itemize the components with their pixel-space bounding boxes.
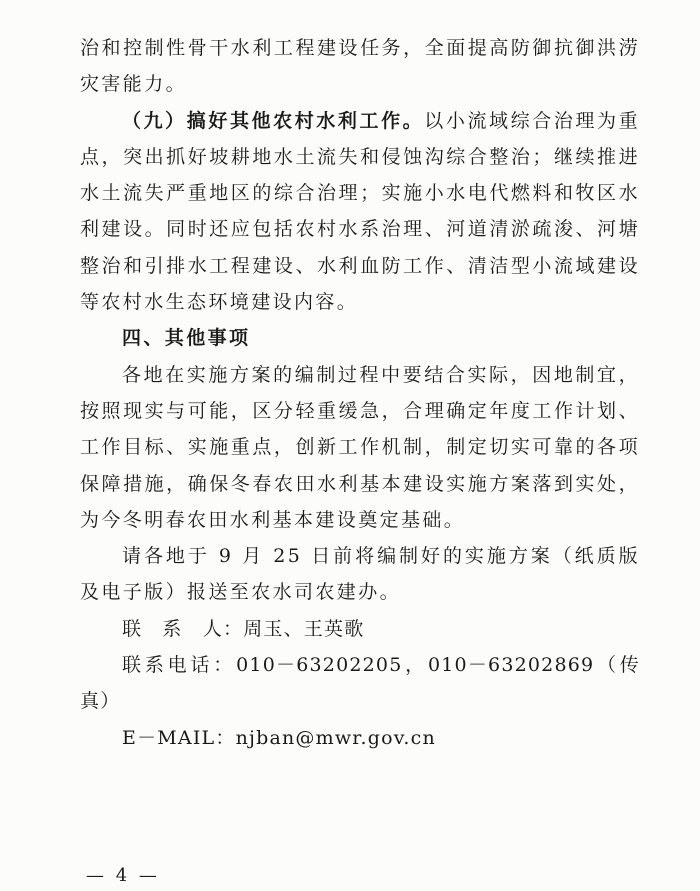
paragraph-item-9 <box>80 103 640 321</box>
section-heading: 四、其他事项 <box>122 327 251 350</box>
page-number: — 4 — <box>86 865 160 886</box>
item-9-heading: （九）搞好其他农村水利工作。 <box>122 109 425 132</box>
contact-phone: 联系电话：010－63202205，010－63202869（传真） <box>80 654 640 713</box>
section-paragraph-submission: 请各地于 9 月 25 日前将编制好的实施方案（纸质版及电子版）报送至农水司农建办。 <box>80 545 640 604</box>
contact-email: E－MAIL：njban@mwr.gov.cn <box>122 726 436 749</box>
item-9-text: 以小流域综合治理为重点，突出抓好坡耕地水土流失和侵蚀沟综合整治；继续推进水土流失严重地区的综合治理；实施小水电代燃料和牧区水利建设。同时还应包括农村水系治理、河道清淤疏浚、河塘整治和引排水工程建设、水利血防工作、清洁型小流域建设等农村水生态环境建设内容。 <box>80 109 640 314</box>
section-paragraph-requirements: 各地在实施方案的编制过程中要结合实际，因地制宜，按照现实与可能，区分轻重缓急，合理确定年度工作计划、工作目标、实施重点，创新工作机制，制定切实可靠的各项保障措施，确保冬春农田水利基本建设实施方案落到实处，为今冬明春农田水利基本建设奠定基础。 <box>80 363 640 531</box>
document-body <box>80 30 640 756</box>
paragraph-continuation: 治和控制性骨干水利工程建设任务，全面提高防御抗御洪涝灾害能力。 <box>80 37 640 96</box>
contact-person: 联 系 人：周玉、王英歌 <box>122 617 365 640</box>
